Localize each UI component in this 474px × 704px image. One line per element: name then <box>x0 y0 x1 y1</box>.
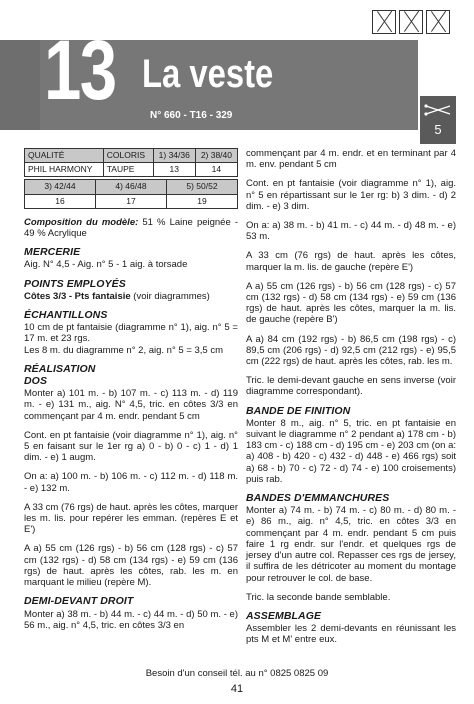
assembly-text: Assembler les 2 demi-devants en réunissant les pts M et M' entre eux. <box>246 623 456 646</box>
table-cell-qty-1: 13 <box>153 163 195 177</box>
table-header-size-5: 5) 50/52 <box>167 180 238 194</box>
model-title: La veste <box>142 52 274 96</box>
cross-mark-icon <box>399 10 423 34</box>
back-step-3: On a: a) 100 m. - b) 106 m. - c) 112 m. - d) 118 m. - e) 132 m. <box>24 471 238 494</box>
needle-size-number: 5 <box>434 122 442 137</box>
stitches-names: Côtes 3/3 - Pts fantaisie <box>24 290 131 302</box>
armhole-bands-note: Tric. la seconde bande semblable. <box>246 591 391 603</box>
back-step-5: A a) 55 cm (126 rgs) - b) 56 cm (128 rgs) - c) 57 cm (132 rgs) - d) 58 cm (134 rgs) - e) 59 cm (136 rgs) de haut. après les côtes, rab. les m. en marquant le milieu (repère M). <box>24 543 238 589</box>
section-heading-gauge: ÉCHANTILLONS <box>24 309 108 322</box>
right-front-step-2: Cont. en pt fantaisie (voir diagramme n° 1), aig. n° 5 en répartissant sur le 1er rg: b) 3 dim. - d) 2 dim. - e) 3 dim. <box>246 178 456 212</box>
back-step-1: Monter a) 101 m. - b) 107 m. - c) 113 m. - d) 119 m. - e) 131 m., aig. N° 4,5, tric. en côtes 3/3 en commençant par 4 m. endr. pendant 5 cm <box>24 388 238 422</box>
section-heading-right-front: DEMI-DEVANT DROIT <box>24 595 134 608</box>
right-front-step-3: On a: a) 38 m. - b) 41 m. - c) 44 m. - d) 48 m. - e) 53 m. <box>246 220 456 243</box>
table-cell-qty-4: 17 <box>96 194 167 208</box>
stitches-note: (voir diagrammes) <box>133 290 210 302</box>
mercerie-text: Aig. N° 4,5 - Aig. n° 5 - 1 aig. à torsade <box>24 259 188 271</box>
model-reference: N° 660 - T16 - 329 <box>150 110 233 121</box>
composition-label: Composition du modèle: <box>24 216 139 228</box>
back-step-4: A 33 cm (76 rgs) de haut. après les côtes, marquer les m. lis. pour repérer les emman. (repères E et E') <box>24 501 238 536</box>
stitches-text <box>24 291 238 302</box>
section-heading-stitches: POINTS EMPLOYÉS <box>24 277 126 290</box>
table-header-size-1: 1) 34/36 <box>153 149 195 163</box>
size-table-2 <box>24 179 238 208</box>
right-front-step-1: Monter a) 38 m. - b) 44 m. - c) 44 m. - d) 50 m. - e) 56 m., aig. n° 4,5, tric. en côtes 3/3 en <box>24 608 238 631</box>
advice-line: Besoin d'un conseil tél. au n° 0825 0825 09 <box>145 668 329 679</box>
page-header <box>0 0 474 152</box>
table-cell-color: TAUPE <box>103 163 153 177</box>
table-header-size-3: 3) 42/44 <box>25 180 96 194</box>
table-cell-qty-3: 16 <box>25 194 96 208</box>
knitting-needles-icon <box>424 102 452 118</box>
section-heading-armhole-bands: BANDES D'EMMANCHURES <box>246 492 390 505</box>
back-step-2: Cont. en pt fantaisie (voir diagramme n° 1), aig. n° 5 en faisant sur le 1er rg a) 0 - b) 0 - c) 1 - d) 1 dim. - e) 1 augm. <box>24 429 238 464</box>
cross-mark-icon <box>426 10 450 34</box>
composition <box>24 217 238 239</box>
table-cell-quality: PHIL HARMONY <box>25 163 104 177</box>
right-front-step-6: A a) 84 cm (192 rgs) - b) 86,5 cm (198 rgs) - c) 89,5 cm (206 rgs) - d) 92,5 cm (212 rgs) - e) 95,5 cm (222 rgs) de haut. après les côtes, rab. les m. <box>246 333 456 368</box>
right-front-step-5: A a) 55 cm (126 rgs) - b) 56 cm (128 rgs) - c) 57 cm (132 rgs) - d) 58 cm (134 rgs) - e) 59 cm (136 rgs) de haut. après les côtes, marquer la m. lis. de gauche (repère B') <box>246 280 456 326</box>
section-heading-assembly: ASSEMBLAGE <box>246 609 322 622</box>
section-heading-finishing-band: BANDE DE FINITION <box>246 404 351 417</box>
gauge-text-2: Les 8 m. du diagramme n° 2, aig. n° 5 = 3,5 cm <box>24 344 224 356</box>
right-front-step-4: A 33 cm (76 rgs) de haut. après les côtes, marquer la m. lis. de gauche (repère E') <box>246 250 456 273</box>
cross-mark-icon <box>372 10 396 34</box>
table-cell-qty-2: 14 <box>195 163 237 177</box>
size-table <box>24 148 238 177</box>
composition-text: 51 % Laine peignée - 49 % Acrylique <box>24 216 239 240</box>
right-column <box>246 148 456 654</box>
armhole-bands-text: Monter a) 74 m. - b) 74 m. - c) 80 m. - d) 80 m. - e) 86 m., aig. n° 4,5, tric. en côtes 3/3 en commençant par 4 m. endr. pendant 5 cm puis faire 1 rg endr. sur l'endr. et quelques rgs de jersey d'un autre col. Repasser ces rgs de jersey, il suffira de les détricoter au moment du montage pour retrouver le col. de base. <box>246 505 456 584</box>
left-front-note: Tric. le demi-devant gauche en sens inverse (voir diagramme correspondant). <box>246 375 456 398</box>
right-front-step-1-cont: commençant par 4 m. endr. et en terminant par 4 m. env. pendant 5 cm <box>246 148 456 171</box>
difficulty-marks <box>372 10 450 34</box>
table-header-size-2: 2) 38/40 <box>195 149 237 163</box>
needle-size-badge <box>420 96 456 144</box>
table-header-size-4: 4) 46/48 <box>96 180 167 194</box>
left-column <box>24 148 238 639</box>
finishing-band-text: Monter 8 m., aig. n° 5, tric. en pt fantaisie en suivant le diagramme n° 2 pendant a) 178 cm - b) 183 cm - c) 188 cm - d) 195 cm - e) 203 cm (on a: a) 408 - b) 420 - c) 432 - d) 448 - e) 466 rgs) soit a) 68 - b) 70 - c) 72 - d) 74 - e) 100 croisements) puis rab. <box>246 417 456 485</box>
section-heading-back: DOS <box>24 375 48 388</box>
header-side-bar <box>0 40 40 130</box>
gauge-text-1: 10 cm de pt fantaisie (diagramme n° 1), aig. n° 5 = 17 m. et 23 rgs. <box>24 322 238 345</box>
section-heading-mercerie: MERCERIE <box>24 246 81 259</box>
page-number: 41 <box>230 683 244 695</box>
table-header-color: COLORIS <box>103 149 153 163</box>
table-header-quality: QUALITÉ <box>25 149 104 163</box>
section-heading-realisation: RÉALISATION <box>24 362 96 375</box>
model-number: 13 <box>44 23 116 117</box>
table-cell-qty-5: 19 <box>167 194 238 208</box>
